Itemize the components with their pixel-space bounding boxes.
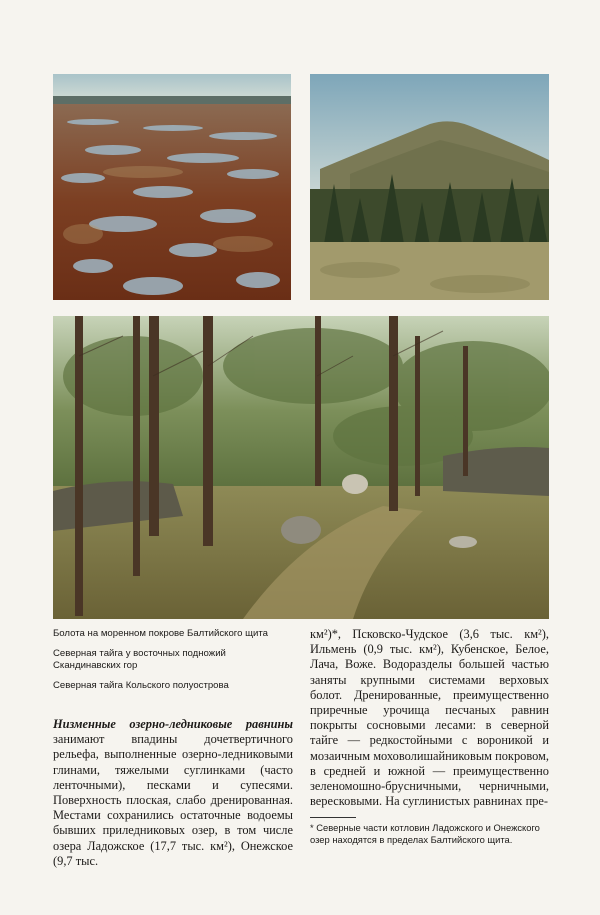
footnote [310, 822, 549, 846]
bog-photo [53, 74, 291, 300]
body-column-left [53, 717, 293, 869]
body-text: занимают впадины дочетвертичного рельефа, выполненные озерно-ледниковыми глинами, тяжелыми суглинками (часто ленточными), песками и супесями. Поверхность плоская, слабо дренированная. Местами сохранились остаточные водоемы бывших приледниковых озер, в том числе озера Ладожское (17,7 тыс. км²), Онежское (9,7 тыс. [53, 732, 293, 868]
taiga-mountain-photo [310, 74, 549, 300]
body-paragraph [53, 717, 293, 869]
photo-captions [53, 628, 293, 700]
footnote-text: * Северные части котловин Ладожского и Онежского озер находятся в пределах Балтийского щита. [310, 822, 540, 845]
body-column-right [310, 627, 549, 809]
caption-bog: Болота на моренном покрове Балтийского щита [53, 628, 268, 639]
kola-forest-photo [53, 316, 549, 619]
caption-kola-forest: Северная тайга Кольского полуострова [53, 680, 229, 691]
body-text-continued: км²)*, Псковско-Чудское (3,6 тыс. км²), Ильмень (0,9 тыс. км²), Кубенское, Белое, Лача, Воже. Водоразделы большей частью заняты крупными системами верховых болот. Дренированные, преимущественно приречные урочища песчаных равнин покрыты сосновыми лесами: в северной тайге — редкостойными с вороникой и мозаичным моховолишайниковым покровом, в средней и южной — преимущественно зеленомошно-брусничными, черничными, вересковыми. На суглинистых равнинах пре- [310, 627, 549, 809]
section-lead-term: Низменные озерно-ледниковые равнины [53, 717, 293, 731]
footnote-rule [310, 817, 356, 818]
caption-taiga-mountain: Северная тайга у восточных подножий Скандинавских гор [53, 648, 226, 671]
